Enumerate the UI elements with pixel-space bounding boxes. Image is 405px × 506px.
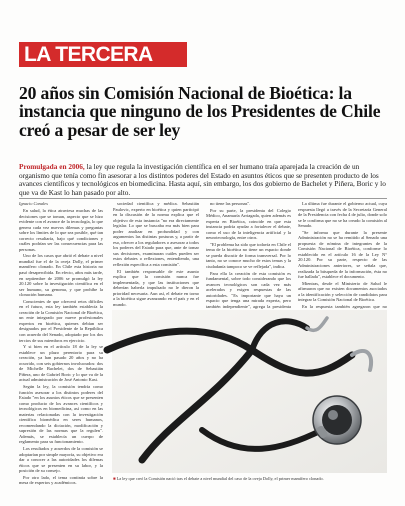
paragraph: En salud, la ética atraviesa muchas de las decisiones que se toman, aspecto que se hizo evidente con el avance de la tecnología, lo que genera cada vez nuevos dilemas y preguntas sobre los límites de lo que sea posible, qué tan correcto resultaría, bajo qué condiciones y cuáles podrían ser las consecuencias para las personas. bbox=[19, 208, 103, 252]
column-1 bbox=[19, 208, 103, 486]
caption-text: La ley que creó la Comisión nació tras el debate a nivel mundial del caso de la oveja Dolly, el primer mamífero clonado. bbox=[116, 476, 324, 481]
column-2 bbox=[113, 201, 199, 310]
paragraph: "El problema ha sido que todavía en Chile el tema de la bioética no tiene un espacio donde se pueda discutir de forma transversal. Por lo tanto, no se conoce mucho de estos temas y la ciudadanía tampoco se ve reflejada", indica. bbox=[206, 241, 291, 270]
article-lead bbox=[19, 163, 387, 197]
lead-text: la ley que regula la investigación científica en el ser humano traía aparejada la creación de un organismo que tenía como fin asesorar a los distintos poderes del Estado en asuntos éticos que se presenten producto de los avances científicos y tecnológicos en biomedicina. Hasta aquí, sin embargo, los dos gobierno de Bachelet y Piñera, Boric y lo que va de Kast lo han pasado por alto. bbox=[19, 162, 386, 197]
masthead-logo bbox=[19, 42, 187, 67]
paragraph: Los resultados y acuerdos de la comisión se adoptarían por simple mayoría, su objetivo era dar a conocer a las autoridades los dilemas éticos que se presenten en su labor, y la posición de su consejo. bbox=[19, 445, 103, 474]
paragraph: Para ella la creación de esta comisión es fundamental, sobre todo considerando que los avances tecnológicos son cada vez más acelerados y exigen respuestas de las autoridades. "Es importante que haya un espacio que tenga una mirada experta, pero también independiente", agrega la presidenta bbox=[206, 270, 291, 309]
article-photo bbox=[112, 310, 387, 473]
column-4 bbox=[298, 201, 387, 314]
photo-caption bbox=[113, 476, 388, 481]
paragraph: Según la ley, la comisión tendría como función asesorar a los distintos poderes del Estado "en los asuntos éticos que se presenten como producto de los avances científicos y tecnológicos en biomedicina, así como en las materias relacionadas con la investigación científica biomédica en seres humanos, recomendando la dictación, modificación y supresión de las normas que la regulen". Además, se establecía un cuerpo de reglamento para su funcionamiento. bbox=[19, 383, 103, 445]
paragraph: El también responsable de este asunto explica que la comisión nunca fue implementada, y que las instituciones que deberían haberla impulsado no le dieron la prioridad necesaria. Aun así, el debate en torno a la bioética sigue avanzando en el país y en el mundo. bbox=[113, 268, 199, 307]
paragraph: La última fue durante el gobierno actual, cuya respuesta llegó a través de la Secretaría General de la Presidencia con fecha 4 de julio, donde solo se le confirma que no se ha creado la comisión al Senado. bbox=[298, 201, 387, 229]
paragraph: Por otro lado, el tema continúa sobre la mesa de expertos y académicos. bbox=[19, 474, 103, 486]
paragraph: Y si bien en el artículo 18 de la ley se establece un plazo perentorio para su creación, ya han pasado 20 años y no ha ocurrido, con seis gobiernos involucrados: dos de Michelle Bachelet, dos de Sebastián Piñera, uno de Gabriel Boric y lo que va de la actual administración de José Antonio Kast. bbox=[19, 344, 103, 383]
paragraph: Conscientes de que ofrecerá retos difíciles en el futuro, esta ley también establecía la creación de la Comisión Nacional de Bioética, un ente integrado por nueve profesionales expertos en bioética, quienes debían ser designados por el Presidente de la República con acuerdo del Senado, adoptado por los dos tercios de sus miembros en ejercicio. bbox=[19, 298, 103, 343]
paragraph: "Se informa que durante la presente Administración no se ha remitido al Senado una propuesta de nómina de integrantes de la Comisión Nacional de Bioética, conforme lo establecido en el artículo 16 de la Ley N° 20.120. Por su parte, respecto de las Administraciones anteriores, se señala que, realizada la búsqueda de la información, ésta no fue hallada", establece el documento. bbox=[298, 229, 387, 280]
lead-date: Promulgada en 2006, bbox=[19, 162, 85, 171]
byline: Ignacio Canales bbox=[19, 201, 48, 206]
stethoscope-icon bbox=[112, 310, 387, 473]
masthead-name: LA TERCERA bbox=[24, 43, 153, 66]
paragraph: Uno de los casos que abrió el debate a nivel mundial fue el de la oveja Dolly, el primer mamífero clonado. En Chile esta historia no pasó desapercibida. En efecto, años más tarde, en septiembre de 2006 se promulgó la ley 20.120 sobre la investigación científica en el ser humano, su genoma, y que prohíbe la clonación humana. bbox=[19, 253, 103, 298]
column-3 bbox=[206, 201, 291, 318]
paragraph: Por su parte, la presidenta del Colegio Médico, Anamaría Arriagada, quien además es experta en Bioética, coincide en que esta instancia podría ayudar a fortalecer el debate, como el uso de la inteligencia artificial y la neurotecnología, entre otros. bbox=[206, 207, 291, 241]
paragraph: Mientras, desde el Ministerio de Salud le afirmaron que no existen documentos asociados a la identificación y selección de candidatos para integrar la Comisión Nacional de Bioética. bbox=[298, 280, 387, 303]
section-divider bbox=[19, 198, 387, 199]
paragraph: sociedad científica y médica. Sebastián Paulovic, experto en bioética y quien participó en la discusión de la norma explica que el objetivo de esta instancia "no era directamente legislar. Lo que se buscaba era más bien para poder analizar en profundidad y con argumentos las distintas posturas y, a partir de eso, ofrecer a los reguladores o asesorar a todos los poderes del Estado para que, ante de tomar sus decisiones, examinaran cuáles pueden ser estos debates o reflexiones, entendiendo, una reflexión específica a esta comisión". bbox=[113, 201, 199, 268]
paragraph: no tiene las personas". bbox=[210, 201, 251, 206]
caption-marker: ■ bbox=[113, 476, 116, 481]
article-headline: 20 años sin Comisión Nacional de Bioética: la instancia que ninguno de los Presidentes de Chile creó a pesar de ser ley bbox=[19, 83, 381, 140]
paragraph: En la respuesta también agregaron que no bbox=[302, 303, 387, 309]
